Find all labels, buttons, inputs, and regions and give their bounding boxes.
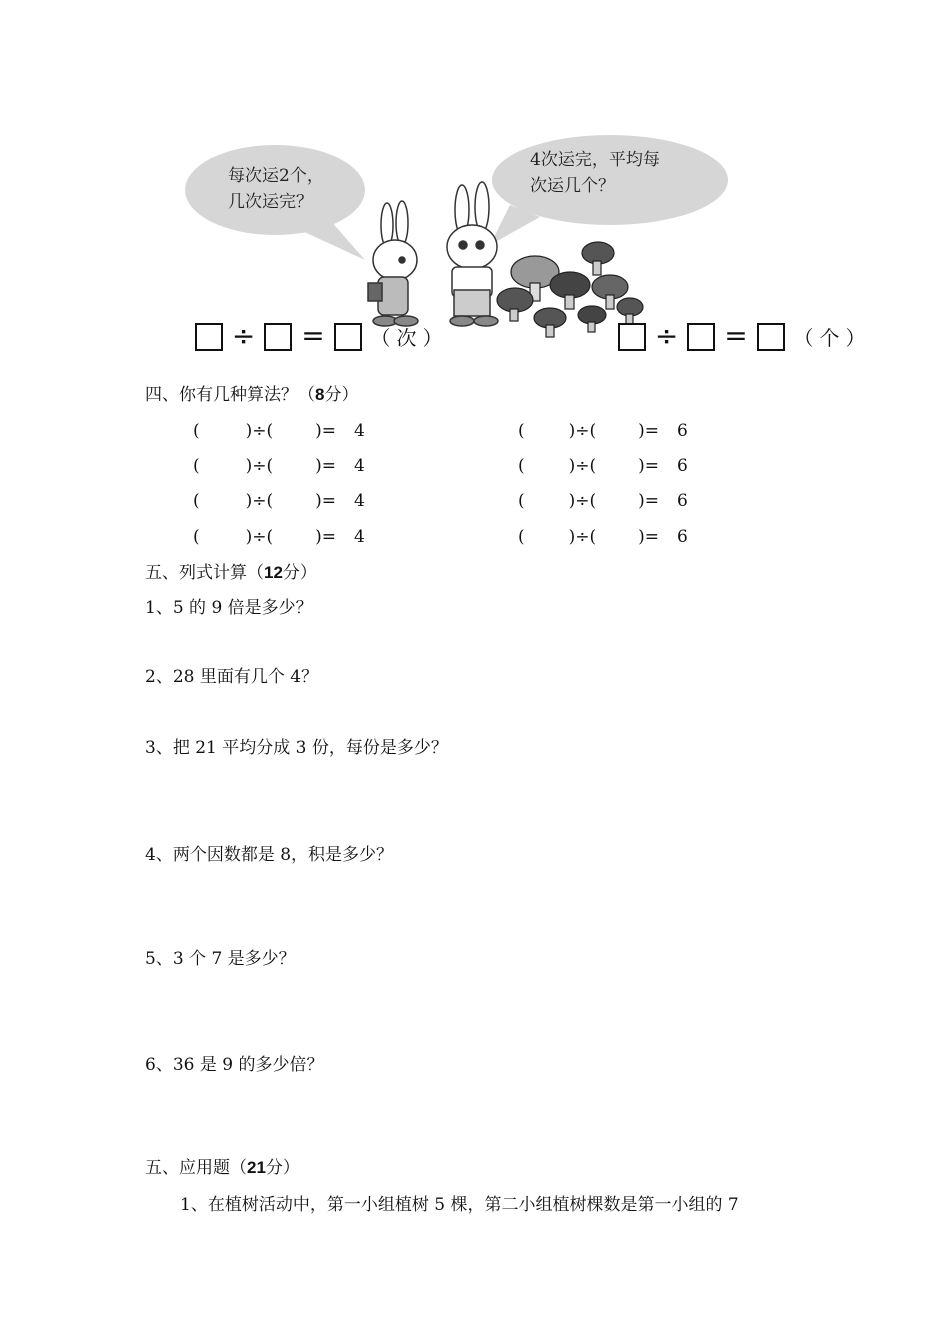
- section-6-title-prefix: 五、应用题（: [145, 1158, 247, 1178]
- open-paren: (: [518, 456, 525, 476]
- divide-paren: )÷(: [245, 491, 274, 511]
- divide-paren: )÷(: [245, 456, 274, 476]
- result-value: 4: [354, 527, 365, 547]
- answer-box[interactable]: [687, 323, 715, 351]
- answer-box[interactable]: [195, 323, 223, 351]
- divide-paren: )÷(: [568, 527, 597, 547]
- divide-sign: ÷: [231, 319, 256, 352]
- open-paren: (: [193, 421, 200, 441]
- division-row-left: [193, 526, 365, 548]
- section-5-title: [145, 562, 317, 584]
- result-value: 4: [354, 421, 365, 441]
- bubble-left-text: [228, 163, 324, 215]
- section-4-title-prefix: 四、你有几种算法？（: [145, 385, 315, 405]
- equation-left: [195, 319, 448, 355]
- equals-paren: )=: [638, 456, 660, 476]
- unit-label: （次）: [370, 326, 449, 350]
- section-5-title-suffix: 分）: [282, 563, 317, 583]
- open-paren: (: [193, 456, 200, 476]
- section-4-score: 8: [315, 385, 325, 404]
- open-paren: (: [518, 421, 525, 441]
- divide-sign: ÷: [654, 319, 679, 352]
- division-row-right: [518, 526, 688, 548]
- open-paren: (: [518, 491, 525, 511]
- equals-paren: )=: [315, 491, 337, 511]
- result-value: 4: [354, 456, 365, 476]
- section-5-score: 12: [264, 563, 283, 582]
- answer-box[interactable]: [334, 323, 362, 351]
- equals-paren: )=: [315, 421, 337, 441]
- division-row-right: [518, 455, 688, 477]
- divide-paren: )÷(: [245, 527, 274, 547]
- question-2: 2、28 里面有几个 4？: [145, 667, 319, 687]
- divide-paren: )÷(: [568, 491, 597, 511]
- bubble-left-line-2: 几次运完？: [228, 192, 313, 212]
- result-value: 6: [677, 421, 688, 441]
- section-5-title-prefix: 五、列式计算（: [145, 563, 264, 583]
- section-6-score: 21: [247, 1158, 266, 1177]
- question-1: 1、5 的 9 倍是多少？: [145, 598, 313, 618]
- open-paren: (: [193, 527, 200, 547]
- answer-box[interactable]: [264, 323, 292, 351]
- equals-paren: )=: [638, 491, 660, 511]
- result-value: 4: [354, 491, 365, 511]
- divide-paren: )÷(: [568, 421, 597, 441]
- equals-paren: )=: [315, 527, 337, 547]
- section-6-title: [145, 1157, 300, 1179]
- answer-box[interactable]: [618, 323, 646, 351]
- bubble-right-line-1: 4次运完，平均每: [530, 150, 660, 170]
- unit-label: （个）: [793, 326, 872, 350]
- divide-paren: )÷(: [245, 421, 274, 441]
- result-value: 6: [677, 456, 688, 476]
- section-6-title-suffix: 分）: [265, 1158, 300, 1178]
- question-4: 4、两个因数都是 8，积是多少？: [145, 845, 394, 865]
- division-row-right: [518, 490, 688, 512]
- section-4-title-suffix: 分）: [324, 385, 359, 405]
- answer-box[interactable]: [757, 323, 785, 351]
- equals-sign: =: [301, 319, 325, 352]
- question-5: 5、3 个 7 是多少？: [145, 949, 296, 969]
- result-value: 6: [677, 491, 688, 511]
- equals-paren: )=: [638, 421, 660, 441]
- division-row-right: [518, 420, 688, 442]
- application-question-1: 1、在植树活动中，第一小组植树 5 棵，第二小组植树棵数是第一小组的 7: [180, 1195, 739, 1215]
- divide-paren: )÷(: [568, 456, 597, 476]
- division-row-left: [193, 490, 365, 512]
- equals-paren: )=: [315, 456, 337, 476]
- question-3: 3、把 21 平均分成 3 份，每份是多少？: [145, 738, 448, 758]
- equals-paren: )=: [638, 527, 660, 547]
- equals-sign: =: [724, 319, 748, 352]
- open-paren: (: [518, 527, 525, 547]
- equation-right: [618, 319, 871, 355]
- division-row-left: [193, 455, 365, 477]
- bubble-right-text: [530, 147, 660, 199]
- result-value: 6: [677, 527, 688, 547]
- division-row-left: [193, 420, 365, 442]
- question-6: 6、36 是 9 的多少倍？: [145, 1055, 324, 1075]
- bubble-left-line-1: 每次运2个，: [228, 166, 324, 186]
- illustration: [180, 135, 900, 370]
- bubble-right-line-2: 次运几个？: [530, 176, 615, 196]
- open-paren: (: [193, 491, 200, 511]
- rabbit-right-icon: [447, 182, 498, 326]
- section-4-title: [145, 384, 358, 406]
- rabbit-left-icon: [368, 201, 418, 326]
